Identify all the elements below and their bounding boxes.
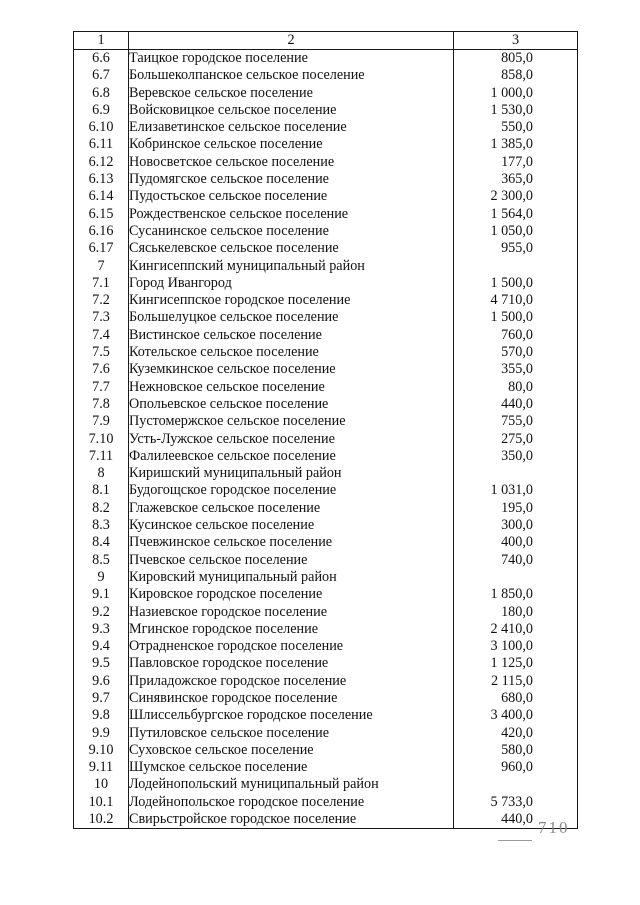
row-number: 9.8 xyxy=(74,707,129,724)
amount-cell xyxy=(454,396,578,413)
amount-cell xyxy=(454,725,578,742)
settlement-name: Рождественское сельское поселение xyxy=(129,206,454,223)
settlement-name: Киришский муниципальный район xyxy=(129,465,454,482)
table-row xyxy=(74,67,578,84)
amount-cell xyxy=(454,188,578,205)
row-number: 10.1 xyxy=(74,794,129,811)
amount-value: 275,0 xyxy=(501,430,533,447)
settlement-name: Вистинское сельское поселение xyxy=(129,327,454,344)
amount-cell xyxy=(454,707,578,724)
amount-cell xyxy=(454,154,578,171)
amount-cell xyxy=(454,569,578,586)
amount-cell xyxy=(454,638,578,655)
table-row xyxy=(74,344,578,361)
amount-value: 4 710,0 xyxy=(490,292,533,309)
amount-cell xyxy=(454,621,578,638)
row-number: 8.3 xyxy=(74,517,129,534)
amount-value: 1 564,0 xyxy=(490,205,533,222)
allocation-table xyxy=(73,31,578,829)
settlement-name: Будогощское городское поселение xyxy=(129,482,454,499)
amount-cell xyxy=(454,361,578,378)
table-row xyxy=(74,482,578,499)
settlement-name: Шумское сельское поселение xyxy=(129,759,454,776)
amount-cell xyxy=(454,258,578,275)
amount-cell xyxy=(454,102,578,119)
row-number: 7.9 xyxy=(74,413,129,430)
row-number: 7 xyxy=(74,258,129,275)
settlement-name: Лодейнопольское городское поселение xyxy=(129,794,454,811)
settlement-name: Сяськелевское сельское поселение xyxy=(129,240,454,257)
amount-cell xyxy=(454,465,578,482)
amount-value: 1 500,0 xyxy=(490,309,533,326)
amount-value: 960,0 xyxy=(501,759,533,776)
table-row xyxy=(74,119,578,136)
row-number: 7.11 xyxy=(74,448,129,465)
amount-value: 570,0 xyxy=(501,344,533,361)
row-number: 9.1 xyxy=(74,586,129,603)
amount-value: 365,0 xyxy=(501,171,533,188)
row-number: 9.9 xyxy=(74,725,129,742)
amount-cell xyxy=(454,690,578,707)
settlement-name: Шлиссельбургское городское поселение xyxy=(129,707,454,724)
row-number: 8.1 xyxy=(74,482,129,499)
amount-cell xyxy=(454,586,578,603)
amount-value: 740,0 xyxy=(501,551,533,568)
amount-value: 1 500,0 xyxy=(490,274,533,291)
settlement-name: Кусинское сельское поселение xyxy=(129,517,454,534)
amount-cell xyxy=(454,431,578,448)
amount-cell xyxy=(454,206,578,223)
settlement-name: Путиловское сельское поселение xyxy=(129,725,454,742)
row-number: 9.6 xyxy=(74,673,129,690)
amount-value: 1 125,0 xyxy=(490,655,533,672)
table-header-row xyxy=(74,32,578,50)
amount-value: 80,0 xyxy=(508,378,533,395)
row-number: 6.9 xyxy=(74,102,129,119)
table-row xyxy=(74,621,578,638)
amount-value: 760,0 xyxy=(501,326,533,343)
row-number: 7.4 xyxy=(74,327,129,344)
row-number: 7.10 xyxy=(74,431,129,448)
settlement-name: Лодейнопольский муниципальный район xyxy=(129,776,454,793)
settlement-name: Куземкинское сельское поселение xyxy=(129,361,454,378)
row-number: 6.8 xyxy=(74,85,129,102)
settlement-name: Суховское сельское поселение xyxy=(129,742,454,759)
table-row xyxy=(74,673,578,690)
row-number: 8.2 xyxy=(74,500,129,517)
amount-value: 1 530,0 xyxy=(490,101,533,118)
table-row xyxy=(74,379,578,396)
amount-value: 1 850,0 xyxy=(490,586,533,603)
amount-cell xyxy=(454,67,578,84)
table-row xyxy=(74,534,578,551)
amount-cell xyxy=(454,604,578,621)
table-row xyxy=(74,638,578,655)
table-row xyxy=(74,50,578,68)
amount-value: 440,0 xyxy=(501,395,533,412)
amount-value: 400,0 xyxy=(501,534,533,551)
amount-value: 2 115,0 xyxy=(490,672,533,689)
row-number: 10.2 xyxy=(74,811,129,829)
column-header-number: 1 xyxy=(74,32,129,50)
amount-cell xyxy=(454,50,578,68)
row-number: 7.5 xyxy=(74,344,129,361)
amount-cell xyxy=(454,171,578,188)
settlement-name: Опольевское сельское поселение xyxy=(129,396,454,413)
settlement-name: Елизаветинское сельское поселение xyxy=(129,119,454,136)
amount-cell xyxy=(454,517,578,534)
amount-cell xyxy=(454,292,578,309)
table-row xyxy=(74,292,578,309)
table-row xyxy=(74,361,578,378)
row-number: 6.17 xyxy=(74,240,129,257)
settlement-name: Веревское сельское поселение xyxy=(129,85,454,102)
row-number: 9.11 xyxy=(74,759,129,776)
amount-cell xyxy=(454,482,578,499)
settlement-name: Кобринское сельское поселение xyxy=(129,136,454,153)
table-row xyxy=(74,586,578,603)
amount-cell xyxy=(454,534,578,551)
amount-value: 955,0 xyxy=(501,240,533,257)
pen-stroke-mark xyxy=(498,840,532,841)
amount-cell xyxy=(454,85,578,102)
settlement-name: Новосветское сельское поселение xyxy=(129,154,454,171)
settlement-name: Войсковицкое сельское поселение xyxy=(129,102,454,119)
amount-value: 420,0 xyxy=(501,724,533,741)
row-number: 6.14 xyxy=(74,188,129,205)
row-number: 6.6 xyxy=(74,50,129,68)
settlement-name: Сусанинское сельское поселение xyxy=(129,223,454,240)
amount-value: 3 100,0 xyxy=(490,638,533,655)
amount-cell xyxy=(454,742,578,759)
amount-value: 805,0 xyxy=(501,50,533,66)
amount-cell xyxy=(454,448,578,465)
amount-value: 5 733,0 xyxy=(490,793,533,810)
amount-cell xyxy=(454,327,578,344)
table-row xyxy=(74,171,578,188)
table-row xyxy=(74,604,578,621)
amount-value: 300,0 xyxy=(501,517,533,534)
settlement-name: Свирьстройское городское поселение xyxy=(129,811,454,829)
settlement-name: Таицкое городское поселение xyxy=(129,50,454,68)
row-number: 6.12 xyxy=(74,154,129,171)
amount-value: 1 031,0 xyxy=(490,482,533,499)
row-number: 6.16 xyxy=(74,223,129,240)
settlement-name: Большеколпанское сельское поселение xyxy=(129,67,454,84)
row-number: 10 xyxy=(74,776,129,793)
amount-value: 1 000,0 xyxy=(490,84,533,101)
amount-value: 755,0 xyxy=(501,413,533,430)
table-row xyxy=(74,154,578,171)
settlement-name: Фалилеевское сельское поселение xyxy=(129,448,454,465)
row-number: 7.2 xyxy=(74,292,129,309)
settlement-name: Пустомержское сельское поселение xyxy=(129,413,454,430)
row-number: 6.13 xyxy=(74,171,129,188)
column-header-name: 2 xyxy=(129,32,454,50)
amount-cell xyxy=(454,776,578,793)
table-row xyxy=(74,431,578,448)
row-number: 9.5 xyxy=(74,655,129,672)
amount-cell xyxy=(454,500,578,517)
table-row xyxy=(74,794,578,811)
settlement-name: Глажевское сельское поселение xyxy=(129,500,454,517)
amount-cell xyxy=(454,275,578,292)
page-number: 710 xyxy=(538,818,570,837)
amount-cell xyxy=(454,413,578,430)
amount-cell xyxy=(454,136,578,153)
table-row xyxy=(74,258,578,275)
amount-value: 550,0 xyxy=(501,119,533,136)
row-number: 9.3 xyxy=(74,621,129,638)
table-row xyxy=(74,240,578,257)
amount-cell xyxy=(454,309,578,326)
settlement-name: Кировский муниципальный район xyxy=(129,569,454,586)
table-row xyxy=(74,102,578,119)
settlement-name: Отрадненское городское поселение xyxy=(129,638,454,655)
settlement-name: Мгинское городское поселение xyxy=(129,621,454,638)
amount-value: 1 385,0 xyxy=(490,136,533,153)
amount-value: 1 050,0 xyxy=(490,222,533,239)
table-row xyxy=(74,517,578,534)
settlement-name: Усть-Лужское сельское поселение xyxy=(129,431,454,448)
row-number: 6.10 xyxy=(74,119,129,136)
table-row xyxy=(74,188,578,205)
table-row xyxy=(74,327,578,344)
column-header-amount: 3 xyxy=(454,32,578,50)
amount-cell xyxy=(454,794,578,811)
settlement-name: Кировское городское поселение xyxy=(129,586,454,603)
amount-value: 177,0 xyxy=(501,153,533,170)
table-row xyxy=(74,413,578,430)
row-number: 7.7 xyxy=(74,379,129,396)
row-number: 7.8 xyxy=(74,396,129,413)
row-number: 7.3 xyxy=(74,309,129,326)
amount-value: 2 300,0 xyxy=(490,188,533,205)
amount-value: 350,0 xyxy=(501,447,533,464)
amount-value: 180,0 xyxy=(501,603,533,620)
settlement-name: Пудостьское сельское поселение xyxy=(129,188,454,205)
row-number: 6.11 xyxy=(74,136,129,153)
settlement-name: Пудомягское сельское поселение xyxy=(129,171,454,188)
amount-value: 858,0 xyxy=(501,67,533,84)
amount-cell xyxy=(454,759,578,776)
row-number: 8.4 xyxy=(74,534,129,551)
row-number: 7.6 xyxy=(74,361,129,378)
settlement-name: Большелуцкое сельское поселение xyxy=(129,309,454,326)
table-row xyxy=(74,448,578,465)
amount-value: 680,0 xyxy=(501,689,533,706)
row-number: 9.7 xyxy=(74,690,129,707)
table-row xyxy=(74,811,578,829)
table-row xyxy=(74,223,578,240)
table-row xyxy=(74,655,578,672)
settlement-name: Котельское сельское поселение xyxy=(129,344,454,361)
settlement-name: Кингисеппский муниципальный район xyxy=(129,258,454,275)
row-number: 7.1 xyxy=(74,275,129,292)
table-row xyxy=(74,465,578,482)
amount-cell xyxy=(454,119,578,136)
table-row xyxy=(74,396,578,413)
row-number: 8 xyxy=(74,465,129,482)
table-row xyxy=(74,136,578,153)
table-row xyxy=(74,309,578,326)
table-row xyxy=(74,500,578,517)
table-row xyxy=(74,569,578,586)
settlement-name: Город Ивангород xyxy=(129,275,454,292)
settlement-name: Пчевжинское сельское поселение xyxy=(129,534,454,551)
row-number: 8.5 xyxy=(74,552,129,569)
table-row xyxy=(74,275,578,292)
amount-value: 355,0 xyxy=(501,361,533,378)
table-row xyxy=(74,690,578,707)
row-number: 9.2 xyxy=(74,604,129,621)
row-number: 9 xyxy=(74,569,129,586)
settlement-name: Синявинское городское поселение xyxy=(129,690,454,707)
amount-value: 195,0 xyxy=(501,499,533,516)
settlement-name: Нежновское сельское поселение xyxy=(129,379,454,396)
amount-cell xyxy=(454,655,578,672)
amount-cell xyxy=(454,379,578,396)
amount-cell xyxy=(454,240,578,257)
amount-value: 580,0 xyxy=(501,741,533,758)
settlement-name: Павловское городское поселение xyxy=(129,655,454,672)
amount-cell xyxy=(454,552,578,569)
settlement-name: Кингисеппское городское поселение xyxy=(129,292,454,309)
amount-value: 3 400,0 xyxy=(490,707,533,724)
table-body xyxy=(74,50,578,829)
amount-value: 440,0 xyxy=(501,811,533,828)
table-row xyxy=(74,206,578,223)
table-row xyxy=(74,776,578,793)
table-row xyxy=(74,85,578,102)
settlement-name: Назиевское городское поселение xyxy=(129,604,454,621)
row-number: 9.10 xyxy=(74,742,129,759)
row-number: 6.15 xyxy=(74,206,129,223)
table-row xyxy=(74,742,578,759)
row-number: 9.4 xyxy=(74,638,129,655)
amount-cell xyxy=(454,223,578,240)
amount-value: 2 410,0 xyxy=(490,620,533,637)
amount-cell xyxy=(454,344,578,361)
settlement-name: Приладожское городское поселение xyxy=(129,673,454,690)
table-row xyxy=(74,759,578,776)
row-number: 6.7 xyxy=(74,67,129,84)
table-row xyxy=(74,707,578,724)
settlement-name: Пчевское сельское поселение xyxy=(129,552,454,569)
table-row xyxy=(74,552,578,569)
table-row xyxy=(74,725,578,742)
amount-cell xyxy=(454,673,578,690)
